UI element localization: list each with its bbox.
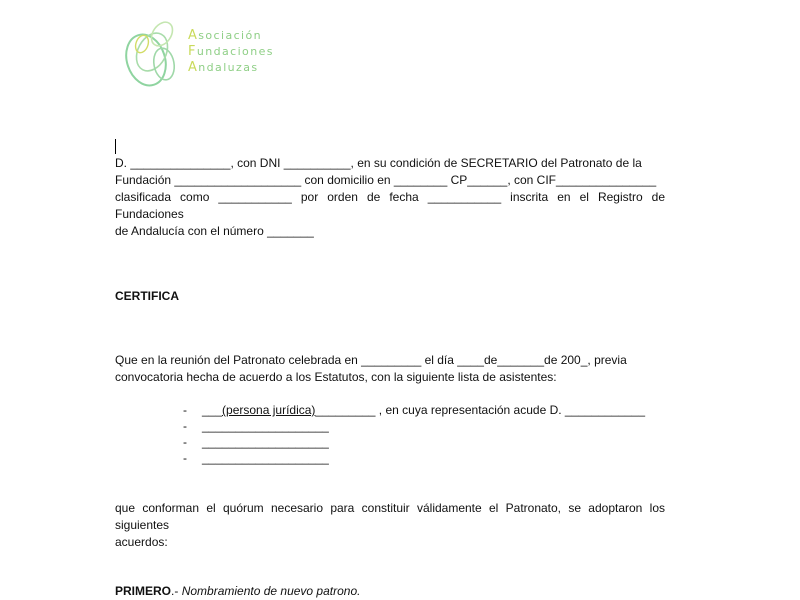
primero-separator: .- — [171, 584, 182, 598]
attendee-blank: ___________________ — [202, 419, 329, 433]
list-dash: - — [183, 419, 187, 433]
intro-line-2: Fundación ___________________ con domicilio en ________ CP______, con CIF_______________ — [115, 173, 657, 187]
primero-label: PRIMERO — [115, 584, 172, 598]
attendee-first-post: _________ , en cuya representación acude D. ____________ — [315, 403, 646, 417]
attendee-item[interactable] — [183, 450, 645, 466]
attendee-list — [183, 402, 645, 466]
attendee-item[interactable] — [183, 418, 645, 434]
intro-paragraph[interactable] — [115, 155, 665, 240]
intro-line-3: clasificada como ___________ por orden de fecha ___________ inscrita en el Registro de Fundaciones — [115, 190, 665, 221]
list-dash: - — [183, 435, 187, 449]
intro-line-4: de Andalucía con el número _______ — [115, 224, 314, 238]
certifica-heading: CERTIFICA — [115, 289, 179, 303]
primero-line[interactable] — [115, 583, 360, 600]
quorum-paragraph[interactable] — [115, 500, 665, 551]
logo-line-2: Fundaciones — [188, 44, 274, 59]
primero-text: Nombramiento de nuevo patrono. — [181, 584, 361, 598]
attendee-item[interactable] — [183, 434, 645, 450]
text-cursor — [115, 139, 116, 154]
attendee-first-pre: ___ — [202, 403, 223, 417]
logo-rings-icon — [120, 12, 190, 98]
logo-line-3: Andaluzas — [188, 60, 259, 75]
intro-line-1: D. _______________, con DNI __________, en su condición de SECRETARIO del Patronato de la — [115, 156, 642, 170]
logo-line-1: Asociación — [188, 28, 263, 43]
reunion-paragraph[interactable] — [115, 352, 665, 386]
logo — [120, 12, 290, 98]
list-dash: - — [183, 451, 187, 465]
attendee-blank: ___________________ — [202, 451, 329, 465]
quorum-line-2: acuerdos: — [115, 535, 168, 549]
reunion-line-1: Que en la reunión del Patronato celebrada en _________ el día ____de_______de 200_, previa — [115, 353, 627, 367]
attendee-item[interactable] — [183, 402, 645, 418]
quorum-line-1: que conforman el quórum necesario para constituir válidamente el Patronato, se adoptaron los siguientes — [115, 501, 665, 532]
attendee-legal-person: (persona jurídica) — [222, 403, 316, 417]
logo-text — [188, 28, 274, 76]
list-dash: - — [183, 403, 187, 417]
reunion-line-2: convocatoria hecha de acuerdo a los Estatutos, con la siguiente lista de asistentes: — [115, 370, 557, 384]
attendee-blank: ___________________ — [202, 435, 329, 449]
